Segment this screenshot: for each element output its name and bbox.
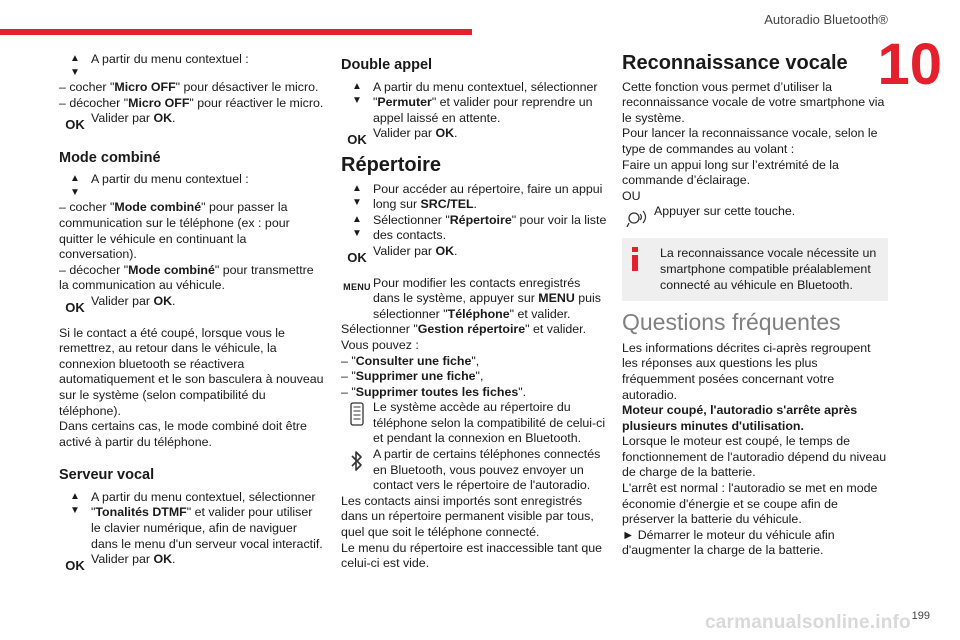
ok-icon: OK xyxy=(65,117,85,133)
up-down-arrows-icon: ▲ ▼ xyxy=(352,182,362,208)
ok-icon: OK xyxy=(65,299,85,315)
note-phone: Le système accède au répertoire du téléphone selon la compatibilité de celui-ci et pendant la connexion en Bluetooth. xyxy=(341,400,607,447)
list-item: – décocher "Micro OFF" pour réactiver le micro. xyxy=(59,95,324,110)
list-item: – décocher "Mode combiné" pour transmettre la communication au véhicule. xyxy=(59,262,314,293)
paragraph: Le menu du répertoire est inaccessible tant que celui-ci est vide. xyxy=(341,540,603,571)
heading-double-appel: Double appel xyxy=(341,57,433,73)
list-item: – cocher "Mode combiné" pour passer la communication sur le téléphone (ex : pour quitter le véhicule en continuant la conversation). xyxy=(59,200,290,262)
step-validate: OK Valider par OK. xyxy=(347,126,458,148)
voice-command-icon xyxy=(625,206,651,228)
up-down-arrows-icon: ▲ ▼ xyxy=(70,53,80,78)
section-title: Autoradio Bluetooth® xyxy=(764,12,888,27)
ok-icon: OK xyxy=(347,132,367,148)
menu-icon: MENU xyxy=(343,281,371,292)
info-note: La reconnaissance vocale nécessite un smartphone compatible préalablement connecté au véhicule en Bluetooth. xyxy=(622,238,888,301)
list-item: – "Consulter une fiche", xyxy=(341,353,480,368)
watermark: carmanualsonline.info xyxy=(705,612,911,633)
paragraph: L'arrêt est normal : l'autoradio se met en mode économie d'énergie et se coupe afin de préserver la batterie du véhicule. xyxy=(622,481,878,527)
paragraph: Cette fonction vous permet d’utiliser la reconnaissance vocale de votre smartphone via le système. xyxy=(622,79,885,125)
heading-repertoire: Répertoire xyxy=(341,153,442,176)
step-src-tel: ▲ ▼ Pour accéder au répertoire, faire un appui long sur SRC/TEL. xyxy=(352,181,603,212)
step-permuter: ▲ ▼ A partir du menu contextuel, sélectionner "Permuter" et valider pour reprendre un appel laissé en attente. xyxy=(352,79,598,125)
note-bluetooth: A partir de certains téléphones connectés en Bluetooth, vous pouvez envoyer un contact vers le répertoire de l'autoradio. xyxy=(341,447,607,494)
paragraph: Si le contact a été coupé, lorsque vous le remettrez, au retour dans le véhicule, la connexion bluetooth se réactivera automatiquement et le son basculera à nouveau sur le système (selon compatibilité du téléphone). xyxy=(59,325,324,418)
paragraph: Faire un appui long sur l’extrémité de la commande d’éclairage. xyxy=(622,157,839,188)
page-number: 199 xyxy=(911,610,930,622)
phone-icon xyxy=(350,402,364,426)
step-menu: MENU Pour modifier les contacts enregistrés dans le système, appuyer sur MENU puis sélectionner "Téléphone" et valider. xyxy=(343,275,601,321)
paragraph: Dans certains cas, le mode combiné doit être activé à partir du téléphone. xyxy=(59,419,307,449)
step-validate: OK Valider par OK. xyxy=(65,552,176,574)
up-down-arrows-icon: ▲ ▼ xyxy=(70,490,80,516)
paragraph: OU xyxy=(622,188,641,203)
paragraph: ► Démarrer le moteur du véhicule afin d'augmenter la charge de la batterie. xyxy=(622,527,835,558)
step-text: A partir du menu contextuel : xyxy=(91,52,249,66)
column-2 xyxy=(341,52,607,572)
step-validate: OK Valider par OK. xyxy=(65,293,176,315)
column-3 xyxy=(622,52,888,559)
step-context-menu: ▲ ▼ A partir du menu contextuel : xyxy=(70,172,249,199)
heading-questions-frequentes: Questions fréquentes xyxy=(622,309,841,336)
up-down-arrows-icon: ▲ ▼ xyxy=(70,173,80,199)
list-item: – "Supprimer toutes les fiches". xyxy=(341,384,527,399)
step-voice-button: Appuyer sur cette touche. xyxy=(622,204,888,228)
list-item: – cocher "Micro OFF" pour désactiver le micro. xyxy=(59,80,319,94)
up-down-arrows-icon: ▲ ▼ xyxy=(352,80,362,106)
column-1 xyxy=(59,52,325,574)
heading-mode-combine: Mode combiné xyxy=(59,149,161,166)
ok-icon: OK xyxy=(65,558,85,574)
paragraph: Pour lancer la reconnaissance vocale, selon le type de commandes au volant : xyxy=(622,126,878,156)
heading-reconnaissance-vocale: Reconnaissance vocale xyxy=(622,52,848,74)
info-icon xyxy=(630,246,640,272)
list-item: – "Supprimer une fiche", xyxy=(341,369,484,384)
paragraph: Vous pouvez : xyxy=(341,337,419,352)
paragraph: Les informations décrites ci-après regroupent les réponses aux questions les plus fréquemment posées concernant votre autoradio. xyxy=(622,340,871,402)
step-select-repertoire: ▲ ▼ Sélectionner "Répertoire" pour voir la liste des contacts. xyxy=(352,212,607,243)
step-dtmf: ▲ ▼ A partir du menu contextuel, sélectionner "Tonalités DTMF" et valider pour utiliser le clavier numérique, afin de naviguer dans le menu d'un serveur vocal interactif. xyxy=(70,489,323,551)
header-red-bar xyxy=(0,29,472,35)
faq-question: Moteur coupé, l'autoradio s'arrête après plusieurs minutes d'utilisation. xyxy=(622,403,858,433)
paragraph: Sélectionner "Gestion répertoire" et valider. xyxy=(341,322,587,337)
step-validate: OK Valider par OK. xyxy=(347,243,458,265)
paragraph: Lorsque le moteur est coupé, le temps de fonctionnement de l'autoradio dépend du niveau de charge de la batterie. xyxy=(622,434,887,480)
chapter-number: 10 xyxy=(877,32,942,97)
ok-icon: OK xyxy=(347,249,367,265)
paragraph: Les contacts ainsi importés sont enregistrés dans un répertoire permanent visible par tous, quel que soit le téléphone connecté. xyxy=(341,493,594,540)
bluetooth-icon xyxy=(350,450,364,472)
up-down-arrows-icon: ▲ ▼ xyxy=(352,213,362,239)
step-context-menu xyxy=(59,52,325,80)
step-validate: OK Valider par OK. xyxy=(65,111,176,133)
heading-serveur-vocal: Serveur vocal xyxy=(59,467,155,484)
